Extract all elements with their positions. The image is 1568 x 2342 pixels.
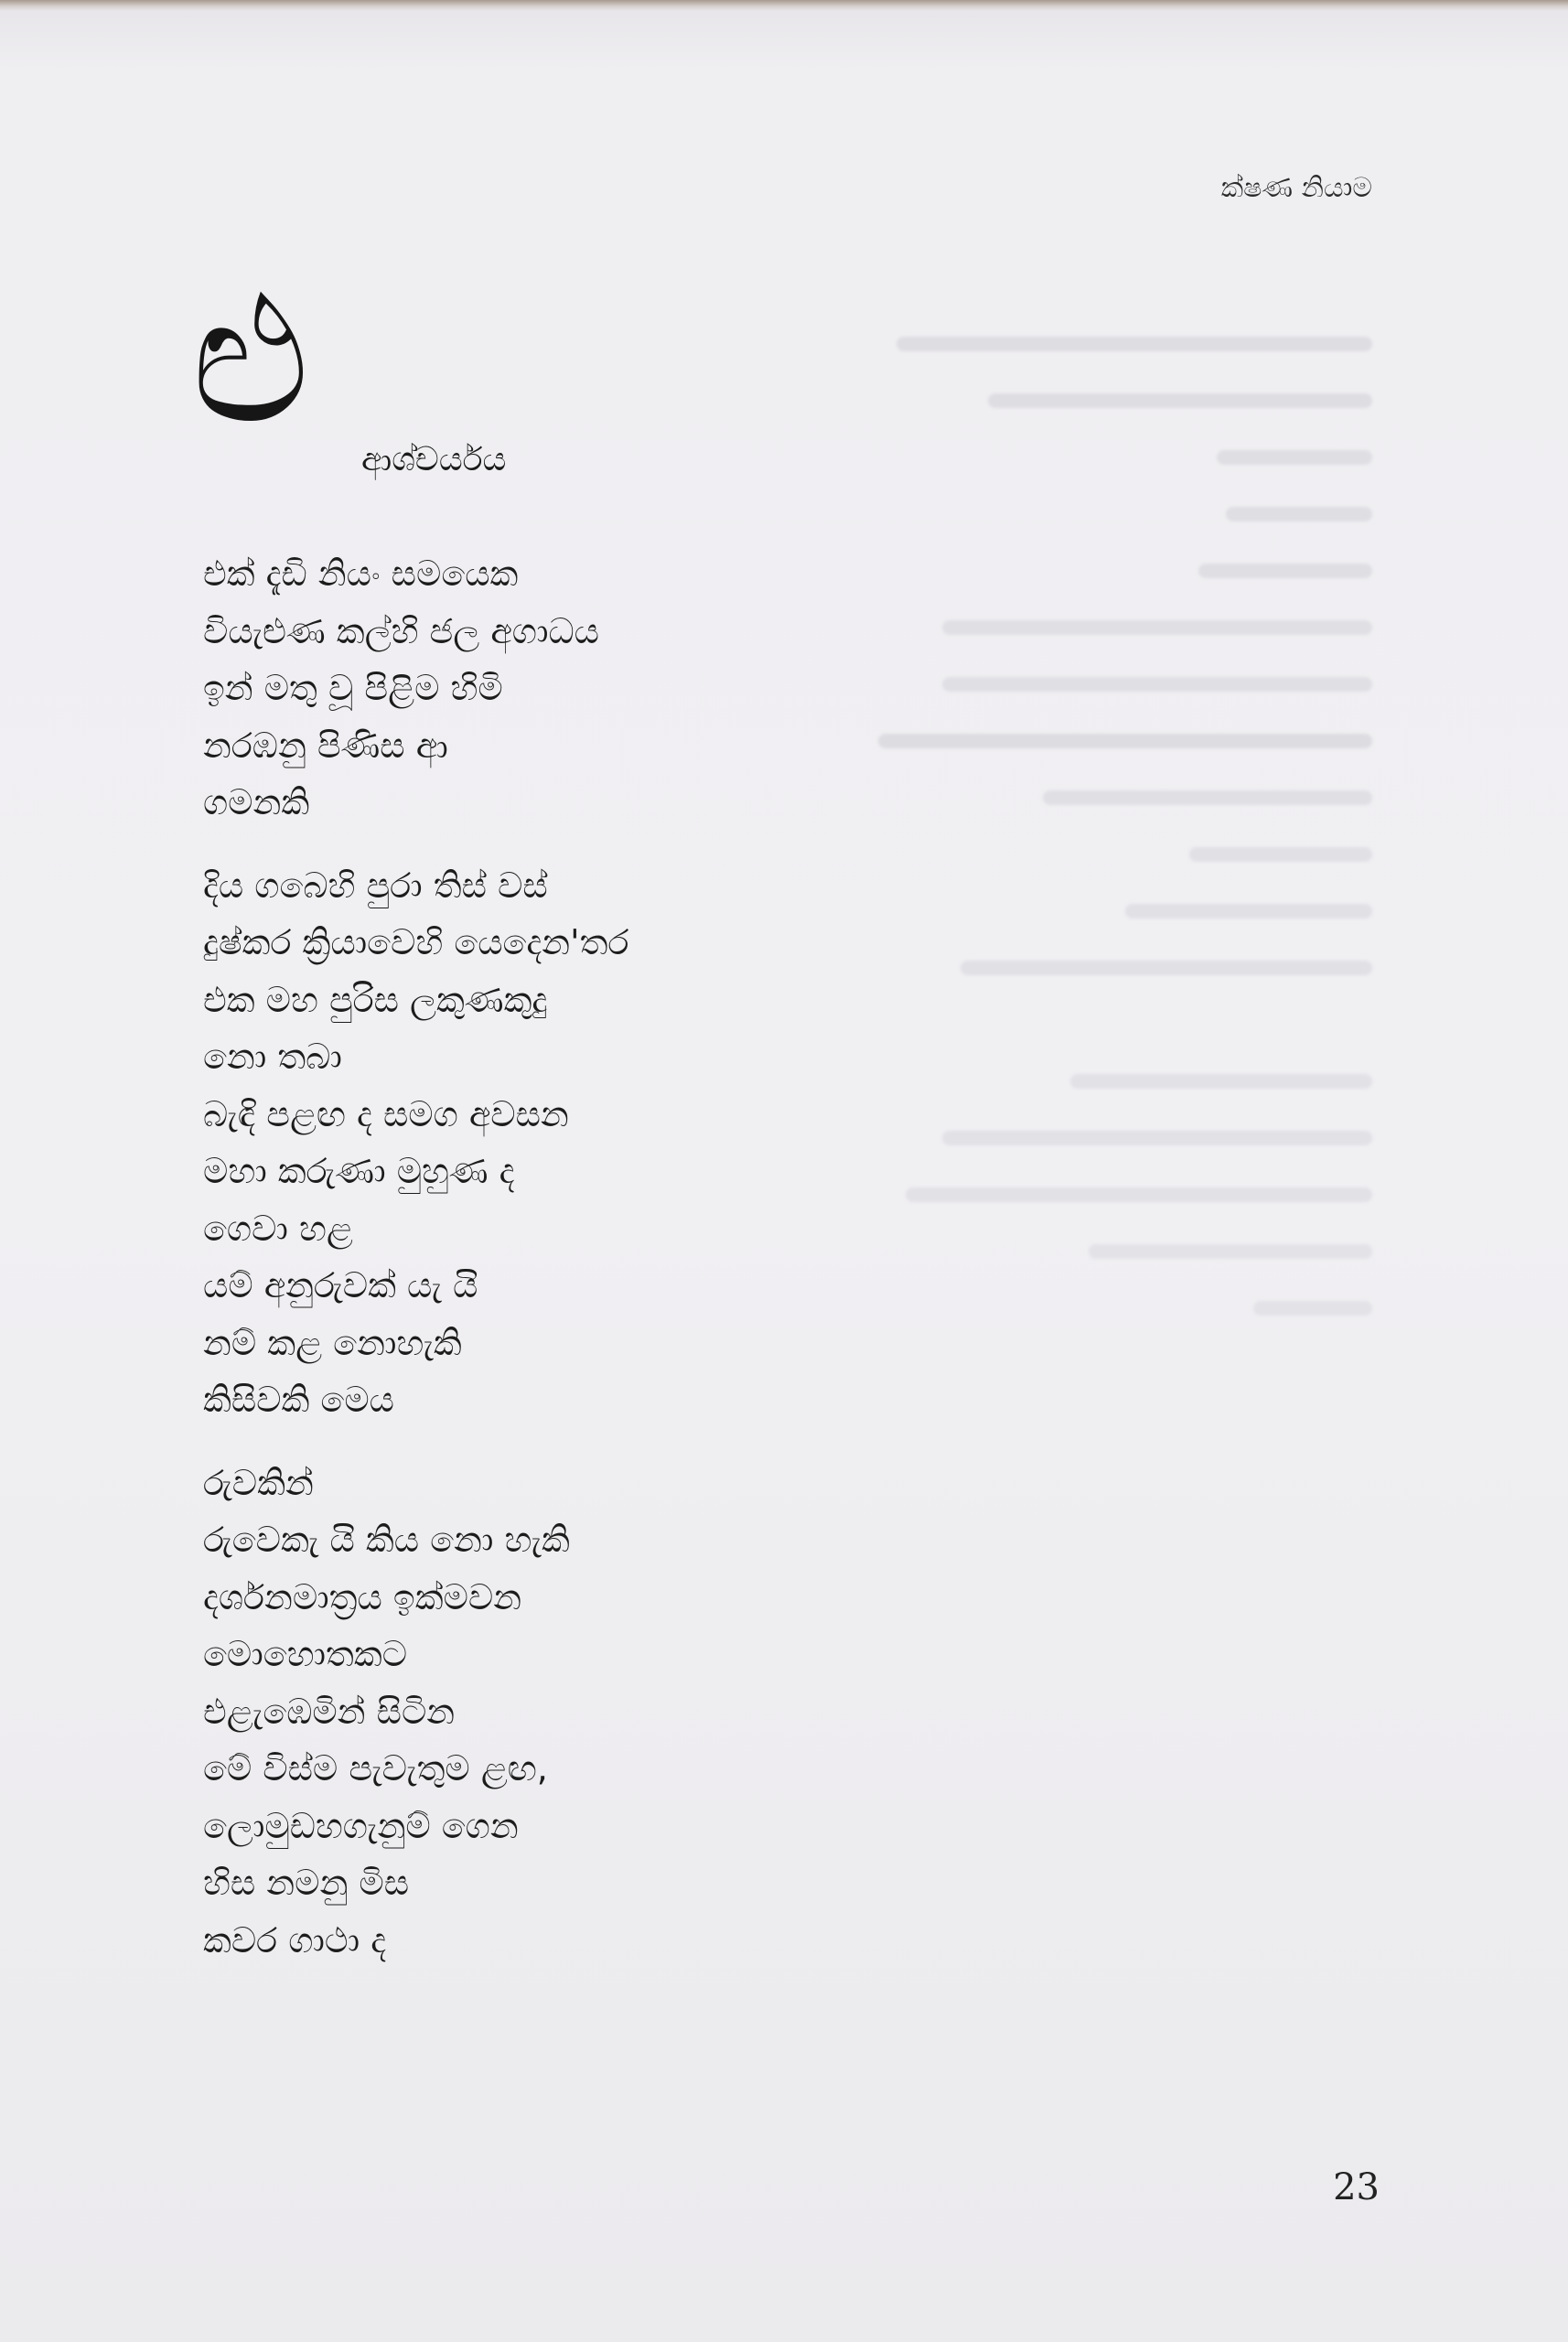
poem-line: යම් අනුරුවක් යැ යි [203, 1265, 478, 1305]
poem-title: ආශ්චර්යය [361, 441, 507, 478]
poem-line: මහා කරුණා මුහුණ ද [203, 1151, 515, 1191]
poem-line: නම් කළ නොහැකි [203, 1322, 462, 1363]
poem-line: ලොමුඩහගැනුම් ගෙන [203, 1805, 519, 1846]
running-header: ක්ෂණ නියාම [1220, 172, 1372, 204]
poem-line: වියැළුණ කල්හි ජල අගාධය [203, 610, 599, 651]
stanza-1 [203, 545, 1026, 832]
stanza-3 [203, 1455, 1026, 1970]
poem-line: නො තබා [203, 1037, 342, 1077]
poem-line: ගෙවා හළ [203, 1208, 353, 1249]
poem-line: එක් දැඩි නියං සමයෙක [203, 553, 519, 594]
poem-line: මොහොතකට [203, 1634, 408, 1674]
poem-line: එක මහ පුරිස ලකුණකුදු [203, 979, 548, 1020]
poem-line: කිසිවකි මෙය [203, 1380, 394, 1420]
page-number: 23 [1333, 2166, 1380, 2208]
poem-line: මේ විස්ම පැවැතුම ළඟ, [203, 1748, 548, 1789]
poem-line: දිය ගබෙහි පුරා තිස් වස් [203, 865, 548, 906]
poem-line: රුවෙකැ යි කිය නො හැකි [203, 1520, 570, 1560]
poem-line: නරඹනු පිණිස ආ [203, 725, 448, 766]
drop-cap: ළු [192, 260, 310, 462]
page-top-edge [0, 0, 1568, 11]
poem-line: දර්ශනමාත්‍රය ඉක්මවන [203, 1576, 522, 1617]
poem-line: ඉන් මතු වූ පිළිම හිමි [203, 668, 503, 708]
poem-line: දුෂ්කර ක්‍රියාවෙහි යෙදෙන'තර [203, 922, 629, 962]
poem-line: එළැඹෙමින් සිටින [203, 1691, 456, 1732]
poem-line: බැඳි පළඟ ද සමග අවසන [203, 1093, 569, 1134]
poem-line: රුවකින් [203, 1462, 314, 1503]
poem-line: හිස නමනු මිස [203, 1863, 410, 1903]
poem-body [203, 545, 1026, 1994]
stanza-2 [203, 857, 1026, 1429]
poem-line: ගමනකි [203, 782, 310, 822]
poem-line: කවර ගාථා ද [203, 1919, 387, 1961]
